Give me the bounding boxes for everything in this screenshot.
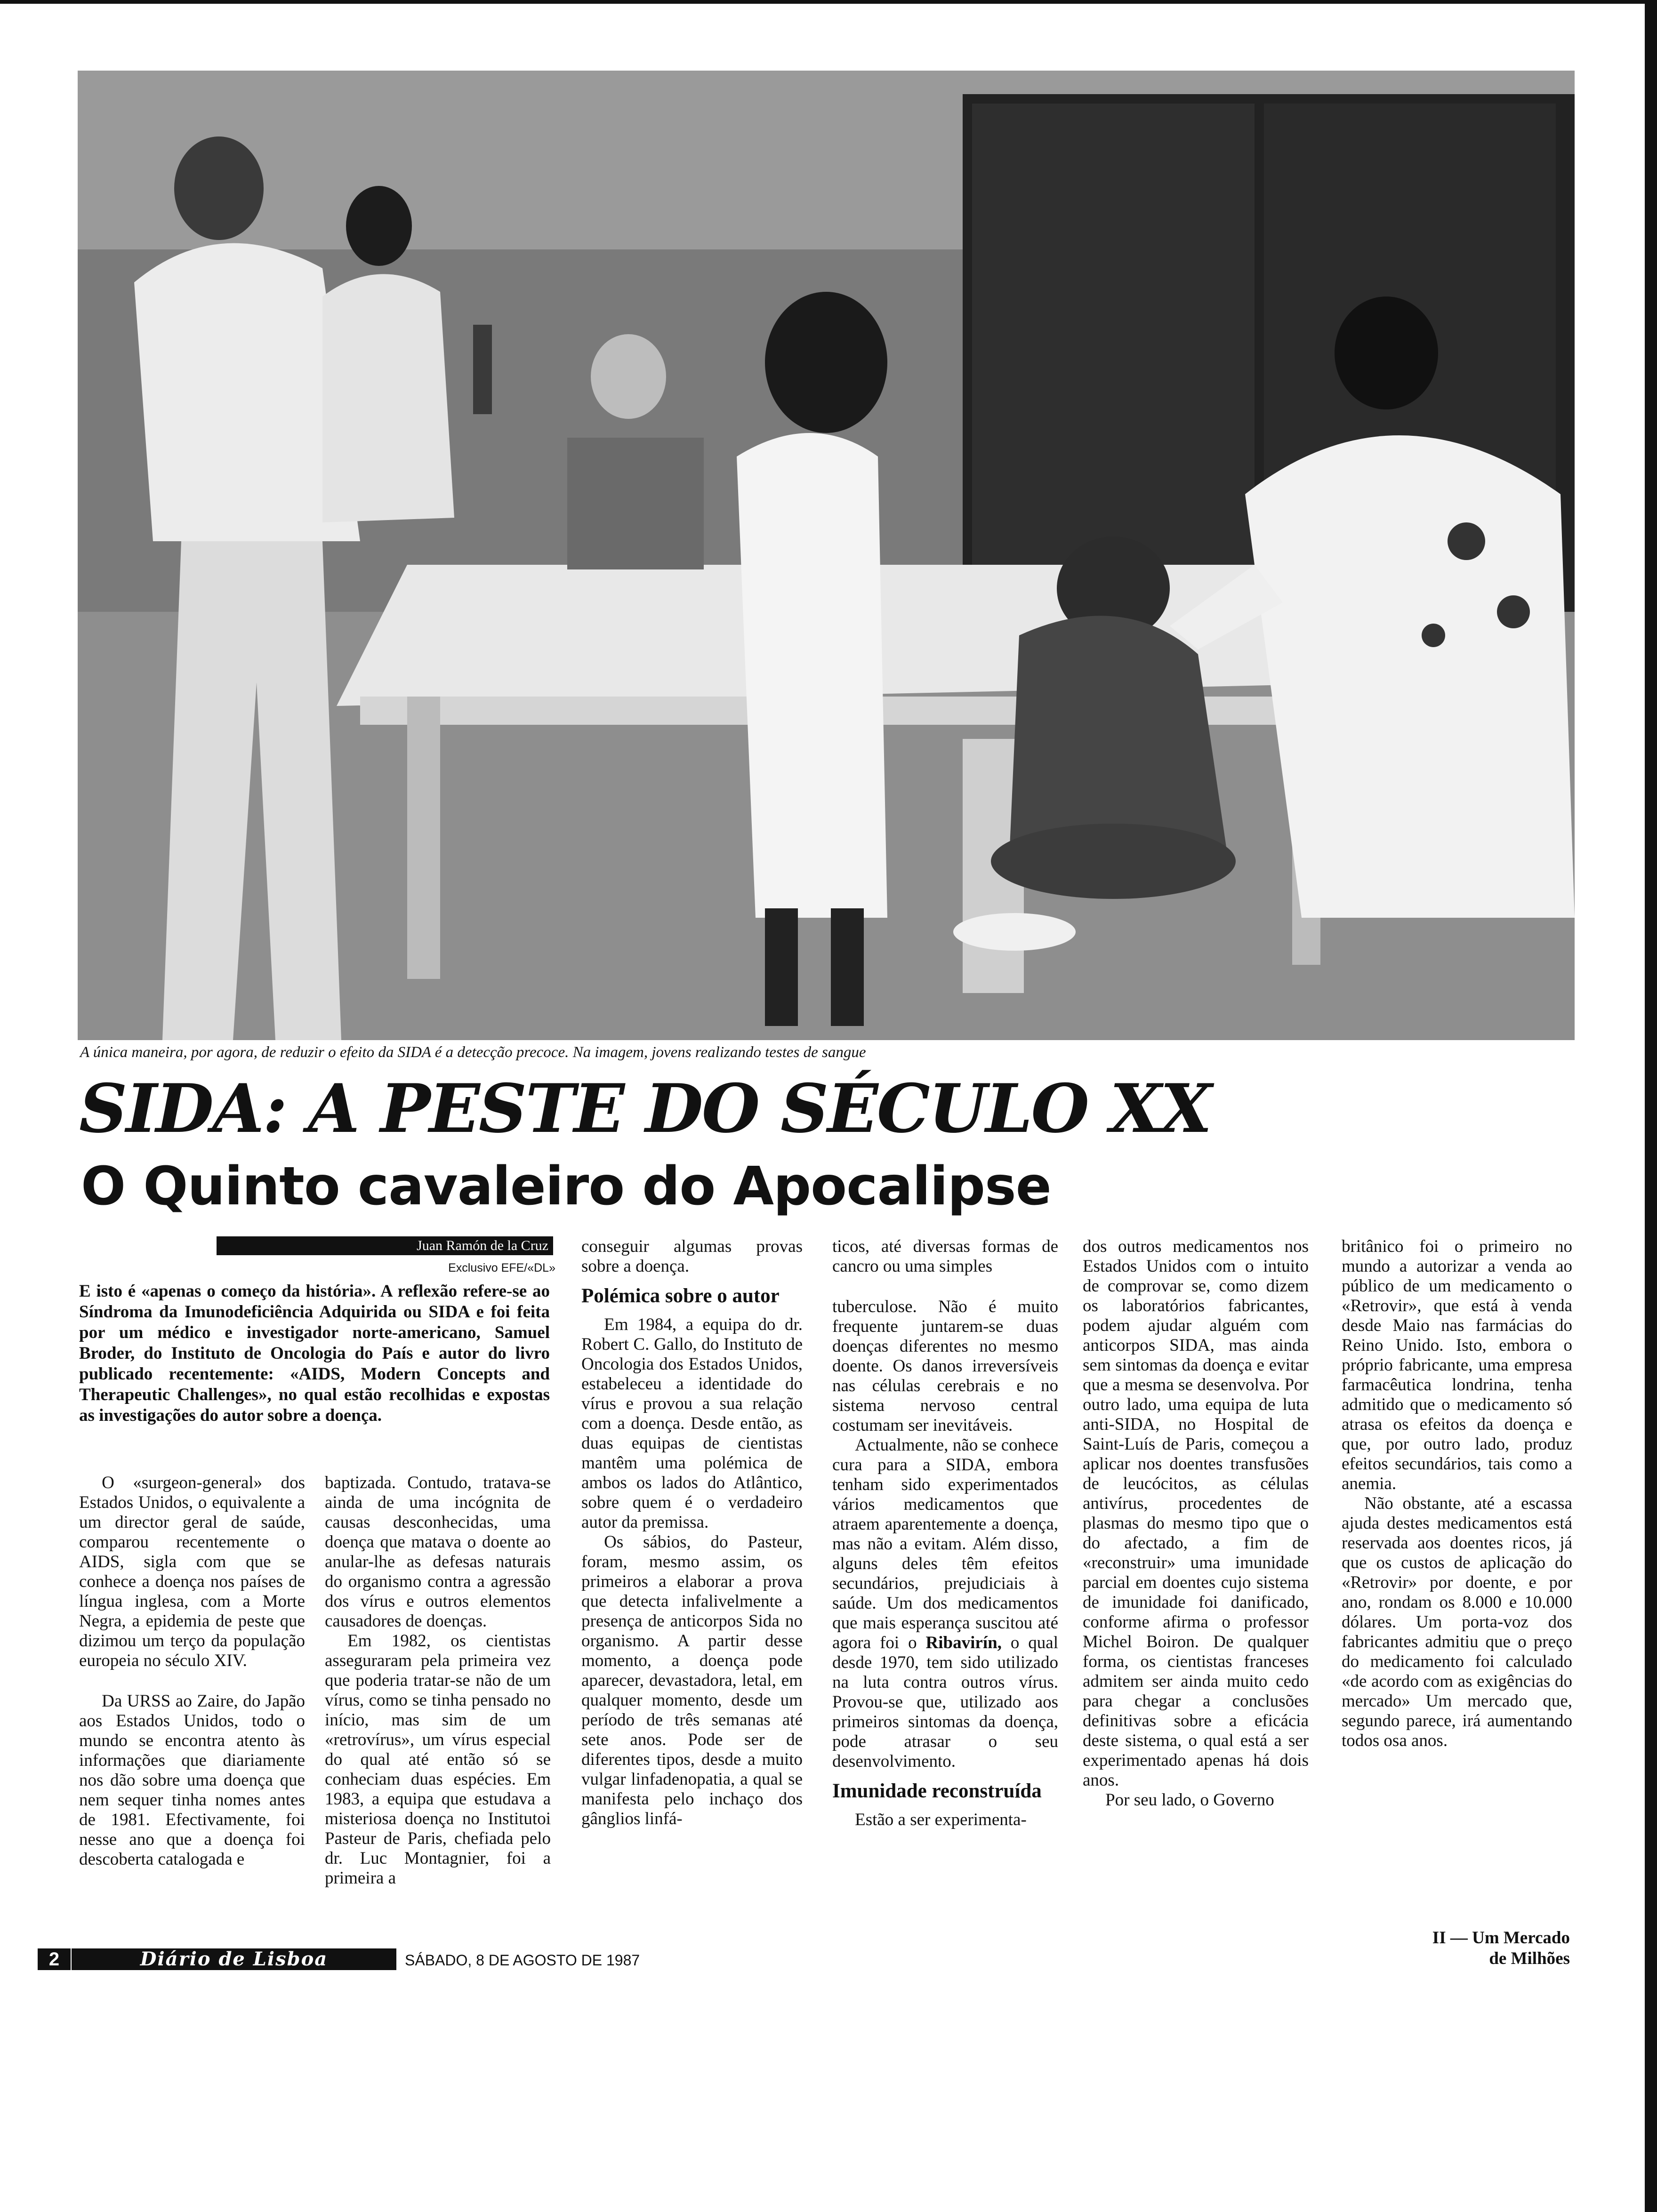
signoff-line: de Milhões [1489, 1949, 1570, 1968]
byline: Juan Ramón de la Cruz [217, 1236, 553, 1255]
paragraph: britânico foi o primeiro no mundo a autorizar a venda ao público de um medicamento o «Retrovir», que está à venda desde Maio nas farmácias do Reino Unido. Isto, embora o próprio fabricante, uma empresa farmacêutica londrina, tenha admitido que o medicamento só atrasa os efeitos da doença e que, por outro lado, produz efeitos secundários, tais como a anemia. [1342, 1237, 1572, 1493]
article-photo [78, 71, 1575, 1040]
paragraph-text: Actualmente, não se conhece cura para a SIDA, embora tenham sido experimentados vários medicamentos que atraem aparentemente a doença, mas não a evitam. Além disso, alguns deles têm efeitos secundários, prejudiciais à saúde. Um dos medicamentos que mais esperança suscitou até agora foi o [832, 1435, 1058, 1652]
article-column-1 [79, 1473, 305, 1948]
article-column-5 [1083, 1237, 1309, 1971]
byline-credit: Exclusivo EFE/«DL» [448, 1261, 555, 1274]
newspaper-masthead: Diário de Lisboa [72, 1948, 396, 1970]
paragraph: Os sábios, do Pasteur, foram, mesmo assim, os primeiros a elaborar a prova que detecta infalivelmente a presença de anticorpos Sida no organismo. A partir desse momento, a doença pode aparecer, devastadora, letal, em qualquer momento, desde um período de três semanas até sete anos. Pode ser de diferentes tipos, desde a muito vulgar linfadenopatia, a qual se manifesta pelo inchaço dos gânglios linfá- [581, 1532, 803, 1828]
paragraph: Por seu lado, o Governo [1105, 1790, 1274, 1810]
headline: SIDA: A PESTE DO SÉCULO XX [79, 1070, 1211, 1148]
paragraph: O «surgeon-general» dos Estados Unidos, o equivalente a um director geral de saúde, comparou recentemente o AIDS, sigla com que se conhece a doença nos países de língua inglesa, com a Morte Negra, a epidemia de peste que dizimou um terço da população europeia no século XIV. [79, 1473, 305, 1670]
paragraph-text: o qual desde 1970, tem sido utilizado na luta contra outros vírus. Provou-se que, utilizado aos primeiros sintomas da doença, pode atrasar o seu desenvolvimento. [832, 1633, 1058, 1771]
paragraph: Em 1984, a equipa do dr. Robert C. Gallo, do Instituto de Oncologia dos Estados Unidos, estabeleceu a identidade do vírus e provou a sua relação com a doença. Desde então, as duas equipas de cientistas mantêm uma polémica de ambos os lados do Atlântico, sobre quem é o verdadeiro autor da premissa. [581, 1315, 803, 1532]
paragraph: Estão a ser experimenta- [855, 1810, 1027, 1829]
series-signoff [1372, 1928, 1570, 1969]
page-number: 2 [38, 1948, 71, 1970]
drug-name: Ribavirín, [925, 1633, 1002, 1652]
issue-date: SÁBADO, 8 DE AGOSTO DE 1987 [405, 1952, 640, 1969]
article-column-4 [832, 1237, 1058, 1971]
paragraph: dos outros medicamentos nos Estados Unidos com o intuito de comprovar se, como dizem os laboratórios fabricantes, podem ajudar alguém com anticorpos SIDA, mas ainda sem sintomas da doença e evitar que a mesma se desenvolva. Por outro lado, uma equipa de luta anti-SIDA, no Hospital de Saint-Luís de Paris, começou a aplicar nos doentes transfusões de leucócitos, as células antivírus, procedentes de plasmas do mesmo tipo que o do afectado, a fim de «reconstruir» uma imunidade parcial em doentes cujo sistema de imunidade foi danificado, conforme afirma o professor Michel Boiron. De qualquer forma, os cientistas franceses admitem ser ainda muito cedo para chegar a conclusões definitivas sobre a eficácia deste sistema, o qual está a ser experimentado apenas há dois anos. [1083, 1237, 1309, 1790]
article-column-3 [581, 1237, 803, 1971]
scan-border-top [0, 0, 1657, 4]
paragraph: baptizada. Contudo, tratava-se ainda de uma incógnita de causas desconhecidas, uma doença que matava o doente ao anular-lhe as defesas naturais do organismo contra a agressão dos vírus e outros elementos causadores de doenças. [325, 1473, 551, 1631]
scan-border-right [1645, 0, 1657, 2212]
paragraph: Da URSS ao Zaire, do Japão aos Estados Unidos, todo o mundo se encontra atento às informações que diariamente nos dão sobre uma doença que nem sequer tinha nomes antes de 1981. Efectivamente, foi nesse ano que a doença foi descoberta catalogada e [79, 1691, 305, 1869]
photo-caption: A única maneira, por agora, de reduzir o efeito da SIDA é a detecção precoce. Na imagem, jovens realizando testes de sangue [80, 1044, 866, 1061]
photo-lab-scene-icon [78, 71, 1575, 1040]
paragraph [832, 1435, 1058, 1771]
paragraph: conseguir algumas provas sobre a doença. [581, 1237, 803, 1276]
lead-paragraph: E isto é «apenas o começo da história». A reflexão refere-se ao Síndroma da Imunodeficiência Adquirida ou SIDA e foi feita por um médico e investigador norte-americano, Samuel Broder, do Instituto de Oncologia do País e autor do livro publicado recentemente: «AIDS, Modern Concepts and Therapeutic Challenges», no qual estão recolhidas e expostas as investigações do autor sobre a doença. [79, 1282, 550, 1425]
paragraph: Não obstante, até a escassa ajuda destes medicamentos está reservada aos doentes ricos, já que os custos de aplicação do «Retrovir» por doente, e por ano, rondam os 8.000 e 10.000 dólares. Um porta-voz dos fabricantes admitiu que o preço do medicamento foi calculado «de acordo com as exigências do mercado» Um mercado que, segundo parece, irá aumentando todos osa anos. [1342, 1494, 1572, 1750]
section-heading: Polémica sobre o autor [581, 1285, 780, 1307]
article-column-2 [325, 1473, 551, 1948]
article-column-6 [1342, 1237, 1572, 1971]
subheadline: O Quinto cavaleiro do Apocalipse [81, 1156, 1051, 1217]
section-heading: Imunidade reconstruída [832, 1780, 1042, 1802]
paragraph: ticos, até diversas formas de cancro ou uma simples [832, 1237, 1058, 1276]
paragraph: Em 1982, os cientistas asseguraram pela primeira vez que poderia tratar-se não de um vírus, como se tinha pensado no início, mas sim de um «retrovírus», um vírus especial do qual até então só se conheciam duas espécies. Em 1983, a equipa que estudava a misteriosa doença no Institutoi Pasteur de Paris, chefiada pelo dr. Luc Montagnier, foi a primeira a [325, 1631, 551, 1888]
signoff-line: II — Um Mercado [1432, 1928, 1570, 1948]
paragraph: tuberculose. Não é muito frequente juntarem-se duas doenças diferentes no mesmo doente. Os danos irreversíveis nas células cerebrais e no sistema nervoso central costumam ser inevitáveis. [832, 1297, 1058, 1435]
